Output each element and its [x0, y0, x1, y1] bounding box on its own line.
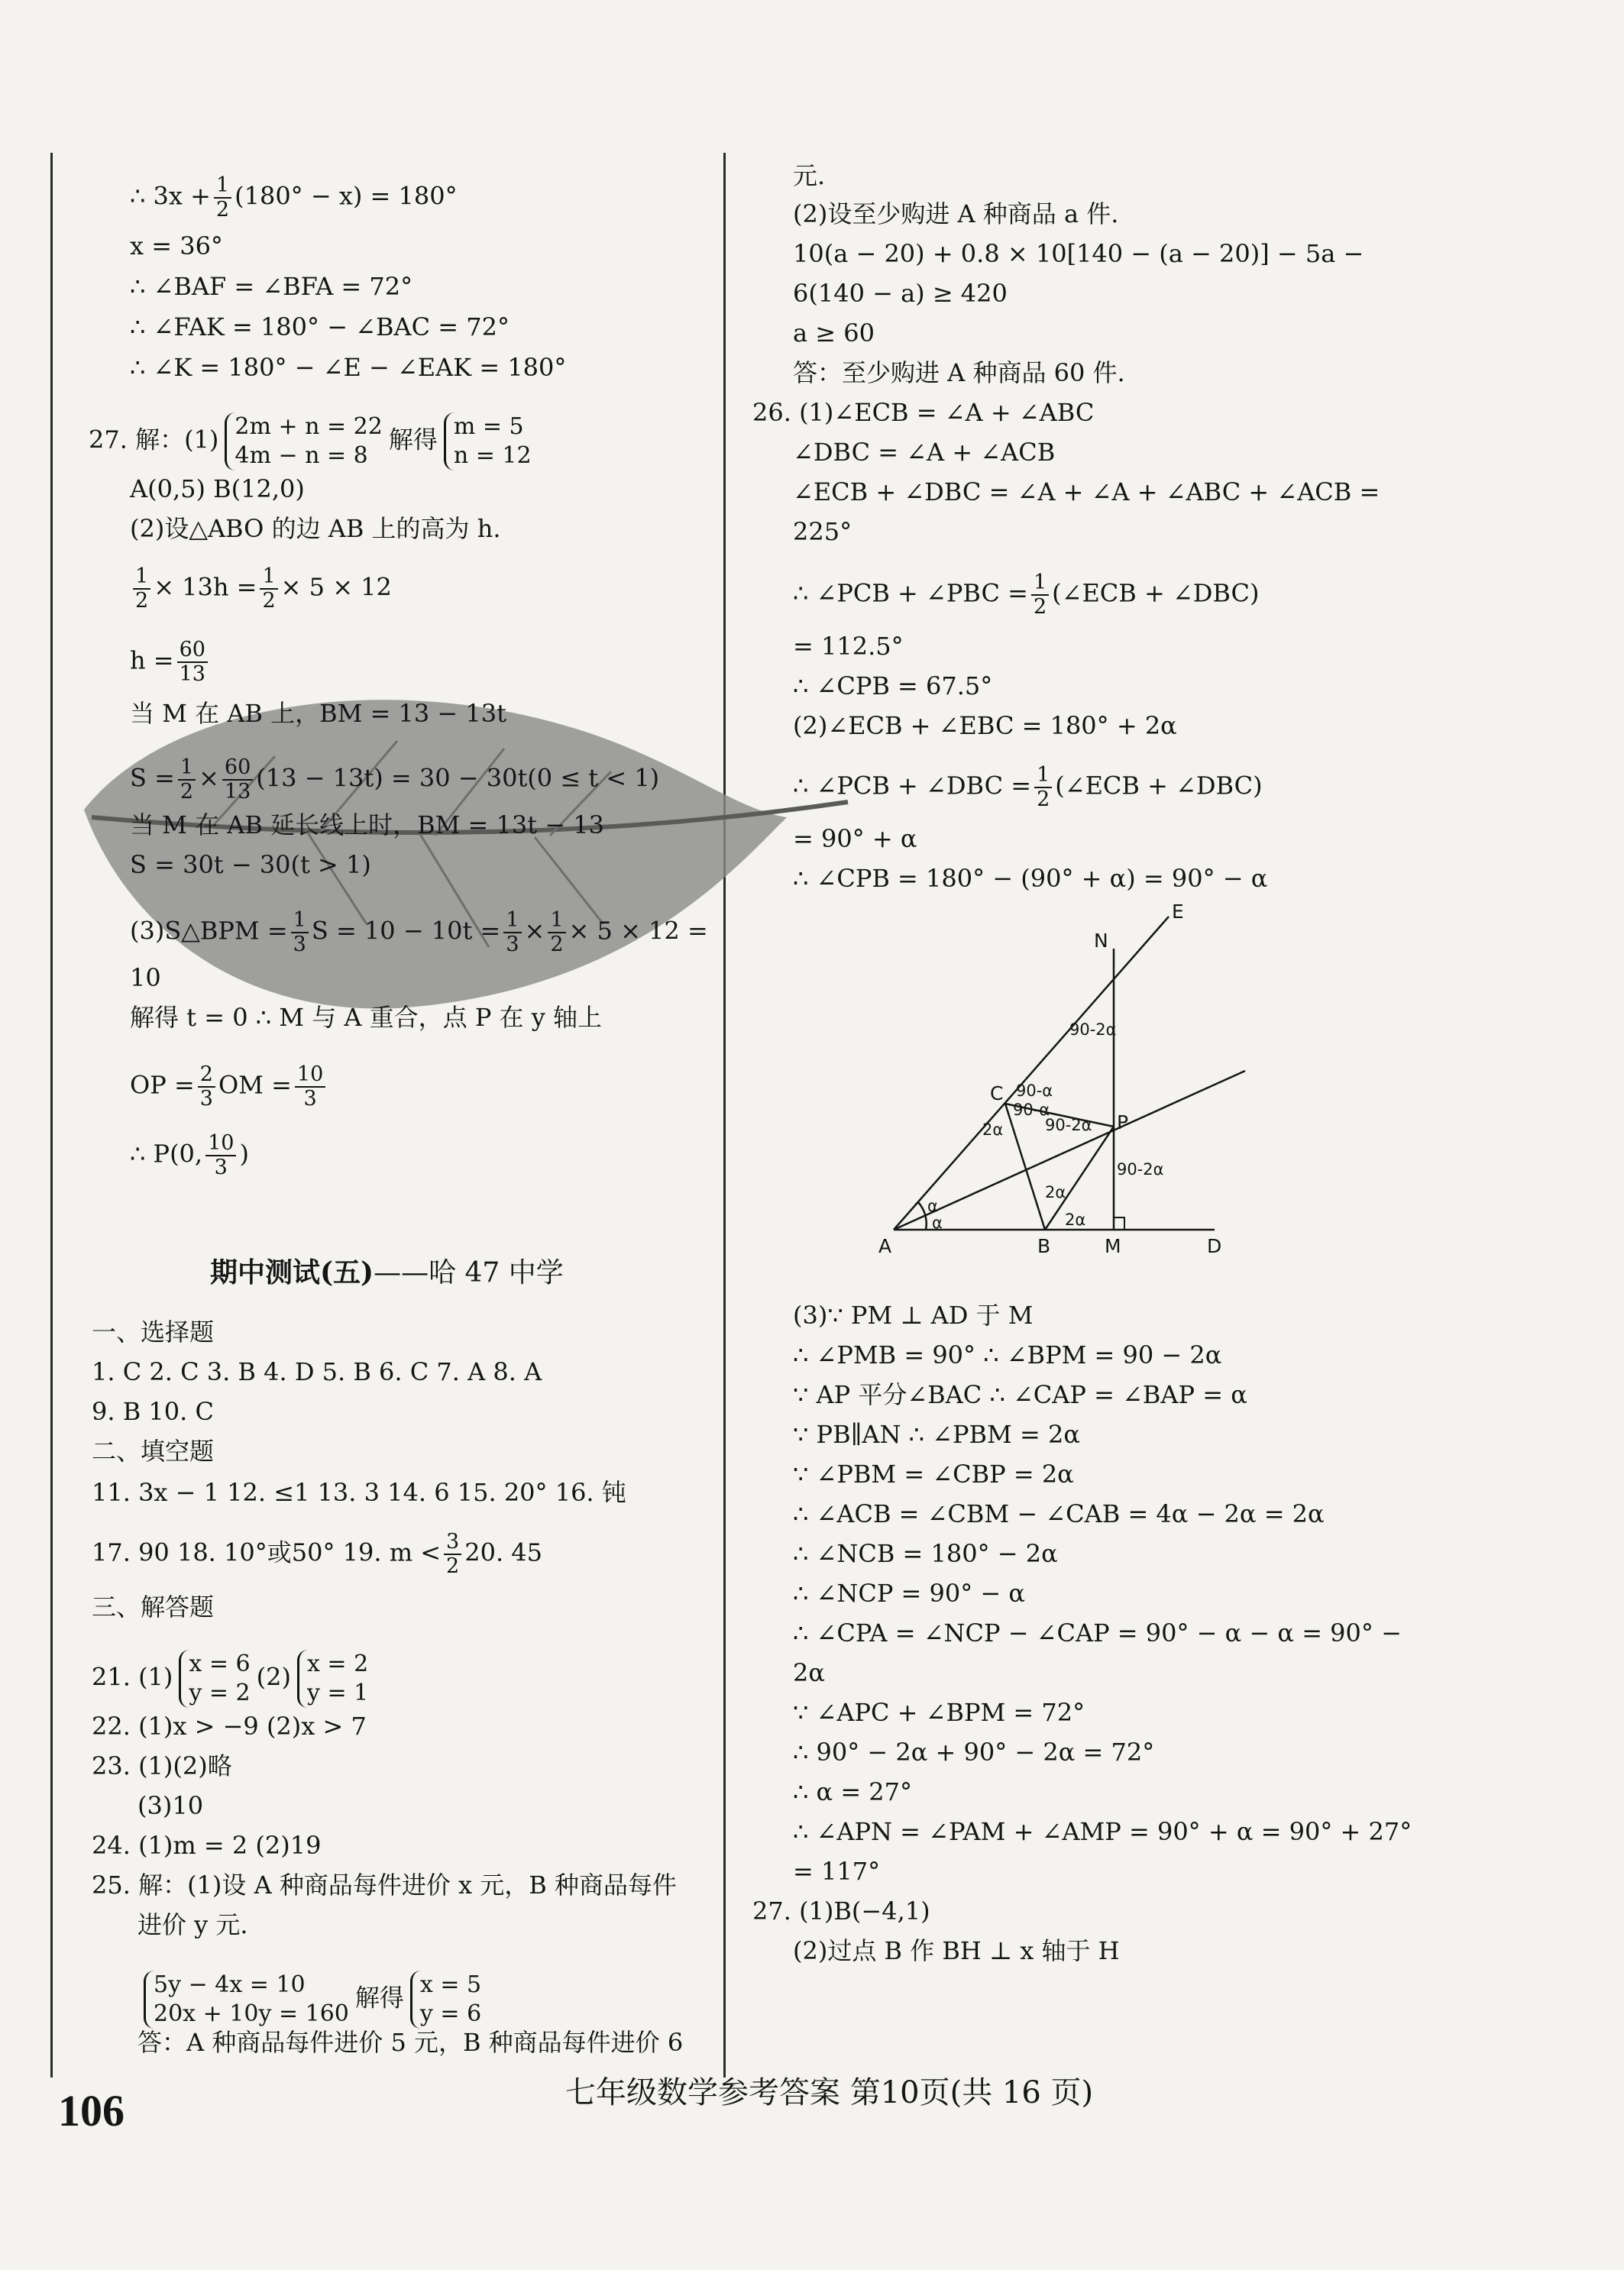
- question-25-system: 5y − 4x = 10 20x + 10y = 160 解得 x = 5 y = 6: [137, 1971, 487, 2004]
- text-line: OP = $\frac{2}{3}$ OM = $\frac{10}{3}$: [130, 1063, 328, 1097]
- text-line: a ≥ 60: [793, 319, 875, 348]
- section-title: 期中测试(五)——哈 47 中学: [210, 1256, 564, 1289]
- page-footer: 七年级数学参考答案 第10页(共 16 页): [565, 2075, 1094, 2110]
- point-label: N: [1094, 930, 1108, 952]
- text-line: ∵ PB∥AN ∴ ∠PBM = 2α: [793, 1420, 1080, 1449]
- text-line: S = 30t − 30(t > 1): [130, 850, 371, 879]
- point-label: C: [990, 1082, 1004, 1104]
- page-number: 106: [58, 2086, 125, 2136]
- angle-label: 90-α: [1016, 1082, 1053, 1100]
- text-line: = 112.5°: [793, 632, 904, 661]
- text-line: ∴ ∠NCP = 90° − α: [793, 1579, 1025, 1608]
- angle-label: 2α: [1065, 1211, 1086, 1229]
- text-line: S = $\frac{1}{2}$ × $\frac{60}{13}$ (13 − 13t) = 30 − 30t(0 ≤ t < 1): [130, 755, 660, 804]
- text-line: ∴ ∠CPA = ∠NCP − ∠CAP = 90° − α − α = 90° −: [793, 1618, 1402, 1648]
- section-heading: 一、选择题: [92, 1318, 215, 1347]
- text-line: 6(140 − a) ≥ 420: [793, 279, 1008, 308]
- answer-line: 进价 y 元.: [137, 1910, 248, 1939]
- point-label: D: [1207, 1235, 1222, 1257]
- answer-line: 24. (1)m = 2 (2)19: [92, 1831, 322, 1860]
- text-line: ∴ ∠PMB = 90° ∴ ∠BPM = 90 − 2α: [793, 1340, 1222, 1369]
- text-line: 元.: [793, 161, 826, 190]
- text-line: 225°: [793, 517, 852, 546]
- text-line: (2)设△ABO 的边 AB 上的高为 h.: [130, 514, 501, 543]
- text-line: A(0,5) B(12,0): [130, 474, 305, 503]
- text-line: = 117°: [793, 1857, 881, 1886]
- answer-line: 11. 3x − 1 12. ≤1 13. 3 14. 6 15. 20° 16. 钝: [92, 1478, 626, 1507]
- text-line: 解得 t = 0 ∴ M 与 A 重合，点 P 在 y 轴上: [130, 1003, 602, 1032]
- text-line: ∠ECB + ∠DBC = ∠A + ∠A + ∠ABC + ∠ACB =: [793, 477, 1380, 506]
- text-line: 2α: [793, 1658, 825, 1687]
- text-line: x = 36°: [130, 231, 223, 260]
- text-line: 27. (1)B(−4,1): [752, 1897, 930, 1926]
- text-line: 10(a − 20) + 0.8 × 10[140 − (a − 20)] − 5a −: [793, 239, 1364, 268]
- text-line: ∴ 3x + $\frac{1}{2}$ (180° − x) = 180°: [130, 173, 458, 222]
- text-line: (2)设至少购进 A 种商品 a 件.: [793, 199, 1119, 228]
- answer-line: 答：A 种商品每件进价 5 元，B 种商品每件进价 6: [137, 2028, 684, 2057]
- text-line: $\frac{1}{2}$ × 13h = $\frac{1}{2}$ × 5 × 12: [130, 565, 392, 599]
- text-line: ∵ ∠APC + ∠BPM = 72°: [793, 1698, 1085, 1727]
- text-line: ∴ ∠CPB = 67.5°: [793, 671, 993, 700]
- text-line: 当 M 在 AB 上，BM = 13 − 13t: [130, 699, 506, 728]
- geometry-figure: [878, 901, 1276, 1260]
- angle-label: 2α: [982, 1120, 1004, 1139]
- text-line: 当 M 在 AB 延长线上时，BM = 13t − 13: [130, 810, 604, 839]
- text-line: ∴ ∠PCB + ∠DBC = $\frac{1}{2}$ (∠ECB + ∠DBC): [793, 763, 1263, 811]
- answer-line: 23. (1)(2)略: [92, 1751, 232, 1780]
- text-line: 10: [130, 963, 161, 992]
- answer-line: 9. B 10. C: [92, 1397, 214, 1426]
- angle-label: 90-2α: [1069, 1020, 1117, 1039]
- text-line: (3)S△BPM = $\frac{1}{3}$ S = 10 − 10t = $\frac{1}{3}$ × $\frac{1}{2}$ × 5 × 12 =: [130, 908, 708, 956]
- point-label: A: [878, 1235, 892, 1257]
- answer-line: 25. 解：(1)设 A 种商品每件进价 x 元，B 种商品每件: [92, 1871, 677, 1900]
- text-line: ∠DBC = ∠A + ∠ACB: [793, 438, 1056, 467]
- section-heading: 二、填空题: [92, 1437, 215, 1466]
- text-line: 答：至少购进 A 种商品 60 件.: [793, 358, 1125, 387]
- angle-label: α: [932, 1214, 943, 1232]
- text-line: ∴ ∠K = 180° − ∠E − ∠EAK = 180°: [130, 353, 567, 382]
- text-line: ∴ ∠APN = ∠PAM + ∠AMP = 90° + α = 90° + 27°: [793, 1817, 1412, 1846]
- text-line: 26. (1)∠ECB = ∠A + ∠ABC: [752, 398, 1095, 427]
- section-heading: 三、解答题: [92, 1593, 215, 1622]
- answer-line: 22. (1)x > −9 (2)x > 7: [92, 1712, 367, 1741]
- answer-line: 17. 90 18. 10°或50° 19. m < $\frac{3}{2}$ 20. 45: [92, 1530, 542, 1578]
- angle-label: α: [927, 1197, 938, 1215]
- text-line: ∴ ∠BAF = ∠BFA = 72°: [130, 272, 413, 301]
- angle-label: 90-α: [1013, 1101, 1050, 1119]
- text-line: = 90° + α: [793, 824, 917, 853]
- text-line: (3)∵ PM ⊥ AD 于 M: [793, 1301, 1034, 1330]
- point-label: E: [1172, 901, 1184, 923]
- text-line: ∴ ∠PCB + ∠PBC = $\frac{1}{2}$ (∠ECB + ∠DBC): [793, 571, 1260, 619]
- text-line: (2)∠ECB + ∠EBC = 180° + 2α: [793, 711, 1177, 740]
- angle-label: 2α: [1045, 1183, 1066, 1201]
- text-line: h = $\frac{60}{13}$: [130, 639, 211, 672]
- angle-label: 90-2α: [1117, 1160, 1164, 1179]
- point-label: M: [1105, 1235, 1121, 1257]
- point-label: B: [1037, 1235, 1051, 1257]
- text-line: ∴ P(0, $\frac{10}{3}$ ): [130, 1131, 249, 1179]
- answer-line: (3)10: [137, 1791, 204, 1820]
- text-line: (2)过点 B 作 BH ⊥ x 轴于 H: [793, 1936, 1120, 1965]
- text-line: ∴ ∠ACB = ∠CBM − ∠CAB = 4α − 2α = 2α: [793, 1499, 1325, 1528]
- text-line: ∴ ∠NCB = 180° − 2α: [793, 1539, 1058, 1568]
- left-margin-rule: [50, 153, 53, 2078]
- text-line: ∴ ∠CPB = 180° − (90° + α) = 90° − α: [793, 864, 1268, 893]
- angle-label: 90-2α: [1045, 1116, 1092, 1134]
- text-line: ∴ α = 27°: [793, 1777, 913, 1806]
- answer-line: 1. C 2. C 3. B 4. D 5. B 6. C 7. A 8. A: [92, 1357, 542, 1386]
- question-27: 27. 解：(1) 2m + n = 22 4m − n = 8 解得 m = 5 n = 12: [89, 413, 532, 469]
- text-line: ∵ AP 平分∠BAC ∴ ∠CAP = ∠BAP = α: [793, 1380, 1247, 1409]
- question-21: 21. (1) x = 6 y = 2 (2) x = 2 y = 1: [92, 1651, 369, 1706]
- text-line: ∴ 90° − 2α + 90° − 2α = 72°: [793, 1738, 1155, 1767]
- text-line: ∵ ∠PBM = ∠CBP = 2α: [793, 1460, 1074, 1489]
- point-label: P: [1117, 1111, 1129, 1133]
- column-divider: [723, 153, 726, 2078]
- text-line: ∴ ∠FAK = 180° − ∠BAC = 72°: [130, 312, 510, 341]
